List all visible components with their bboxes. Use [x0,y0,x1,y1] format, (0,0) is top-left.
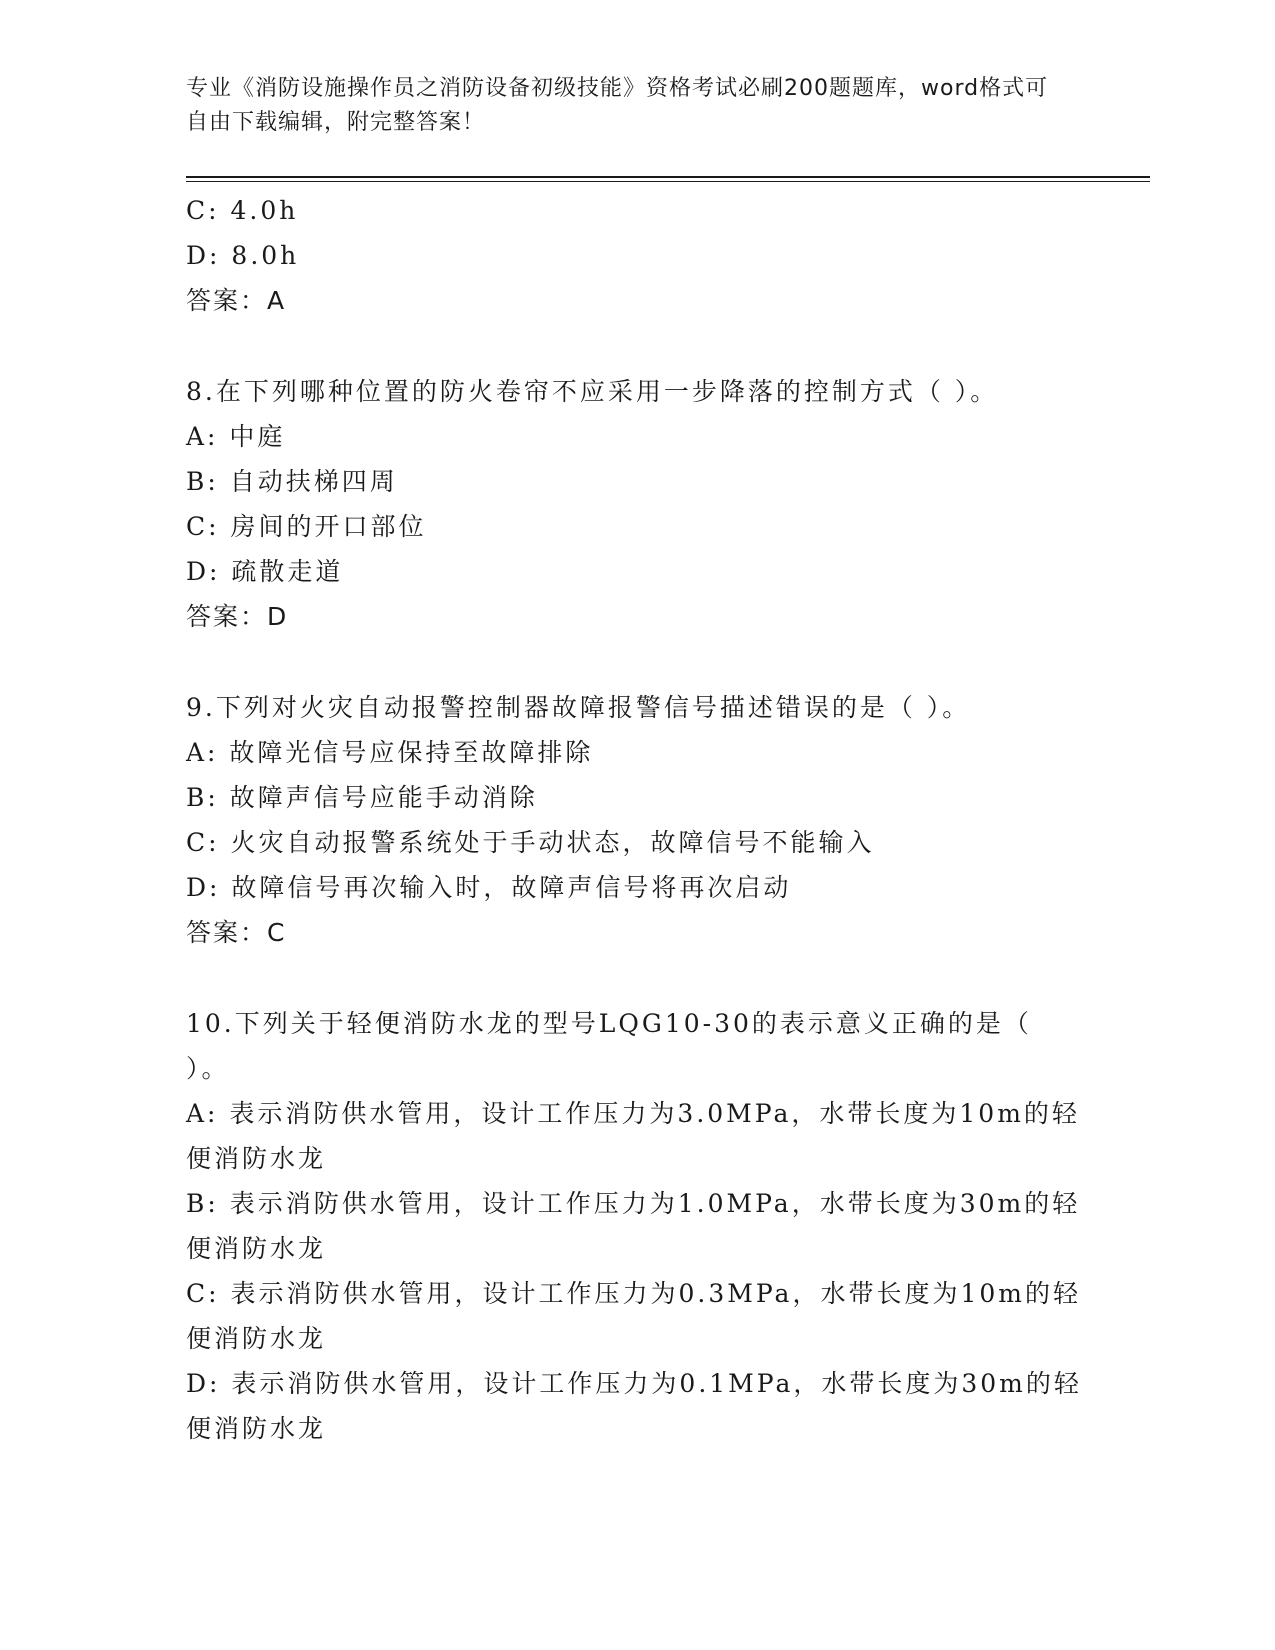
question-9 [186,685,1086,955]
option-a: A: 中庭 [186,422,286,451]
option-b: B: 故障声信号应能手动消除 [186,783,538,812]
question-10 [186,1001,1086,1451]
option-a: A: 故障光信号应保持至故障排除 [186,738,594,767]
question-8 [186,369,1086,639]
header-divider-thick [186,176,1150,178]
option-d: D: 故障信号再次输入时，故障声信号将再次启动 [186,873,792,902]
option-c: C: 火灾自动报警系统处于手动状态，故障信号不能输入 [186,828,875,857]
option-a: A: 表示消防供水管用，设计工作压力为3.0MPa，水带长度为10m的轻便消防水龙 [186,1099,1080,1173]
option-d: D: 疏散走道 [186,557,344,586]
option-d: D: 8.0h [186,241,300,270]
answer-line: 答案：D [186,602,289,631]
option-c: C: 房间的开口部位 [186,512,427,541]
document-header: 专业《消防设施操作员之消防设备初级技能》资格考试必刷200题题库，word格式可自由下载编辑，附完整答案！ [186,76,1049,135]
header-divider-thin [186,181,1150,182]
option-b: B: 表示消防供水管用，设计工作压力为1.0MPa，水带长度为30m的轻便消防水龙 [186,1189,1081,1263]
question-stem: 8.在下列哪种位置的防火卷帘不应采用一步降落的控制方式（ ）。 [186,377,999,406]
answer-line: 答案：A [186,286,287,315]
option-c: C: 表示消防供水管用，设计工作压力为0.3MPa，水带长度为10m的轻便消防水龙 [186,1279,1081,1353]
option-d: D: 表示消防供水管用，设计工作压力为0.1MPa，水带长度为30m的轻便消防水龙 [186,1369,1082,1443]
question-7-continued [186,188,1086,323]
question-stem: 9.下列对火灾自动报警控制器故障报警信号描述错误的是（ ）。 [186,693,971,722]
question-stem: 10.下列关于轻便消防水龙的型号LQG10-30的表示意义正确的是（ ）。 [186,1009,1032,1083]
question-content [186,188,1086,1451]
option-c: C: 4.0h [186,196,299,225]
answer-line: 答案：C [186,918,287,947]
option-b: B: 自动扶梯四周 [186,467,398,496]
